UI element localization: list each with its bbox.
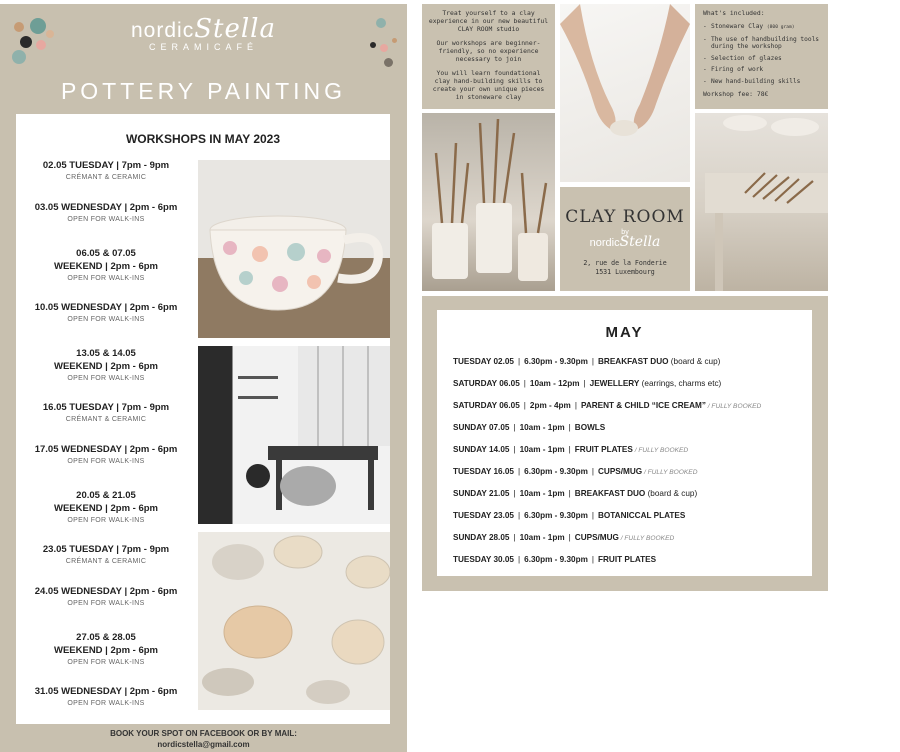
workshops-heading: WORKSHOPS IN MAY 2023 [125, 132, 281, 146]
entry-line-2: WEEKEND | 2pm - 6pm [53, 261, 158, 272]
entry-sub: OPEN FOR WALK-INS [67, 600, 145, 607]
workshop-entry [16, 489, 196, 526]
entry-line: 23.05 TUESDAY | 7pm - 9pm [42, 544, 170, 555]
included-heading: What's included: [703, 9, 765, 17]
clay-room-brand: nordicStella [589, 234, 661, 250]
smiley-cup-photo [198, 160, 390, 338]
tools-photo [422, 113, 555, 291]
entry-sub: CRÉMANT & CERAMIC [65, 174, 147, 181]
studio-photo [198, 346, 390, 524]
brand-script: Stella [194, 14, 276, 44]
entry-line: 16.05 TUESDAY | 7pm - 9pm [42, 402, 170, 413]
entry-line-2: WEEKEND | 2pm - 6pm [53, 503, 158, 514]
workshop-entry [16, 247, 196, 284]
booking-note [0, 728, 407, 750]
workshop-entry [16, 585, 196, 609]
entry-line: 17.05 WEDNESDAY | 2pm - 6pm [34, 444, 178, 455]
schedule-row: TUESDAY 23.05 | 6.30pm - 9.30pm | BOTANICCAL PLATES [453, 511, 686, 520]
included-item: - Selection of glazes [703, 55, 820, 63]
schedule-row: SUNDAY 28.05 | 10am - 1pm | CUPS/MUG / FULLY BOOKED [453, 533, 675, 542]
entry-line-2: WEEKEND | 2pm - 6pm [53, 361, 158, 372]
workshop-entry [16, 301, 196, 325]
entry-line: 20.05 & 21.05 [76, 490, 136, 501]
entry-sub: OPEN FOR WALK-INS [67, 275, 145, 282]
included-item: - The use of handbuilding tools during the workshop [703, 36, 820, 51]
clay-hands-photo [560, 4, 690, 182]
entry-line: 06.05 & 07.05 [76, 248, 136, 259]
workshop-panel [16, 114, 390, 724]
workshop-entry [16, 201, 196, 225]
pottery-poster [0, 4, 407, 752]
booking-email: nordicstella@gmail.com [157, 740, 250, 749]
clay-room-title: CLAY ROOM [565, 207, 685, 227]
schedule-panel [437, 310, 812, 576]
workshop-entry [16, 159, 196, 183]
clay-room-address: 2, rue de la Fonderie 1531 Luxembourg [583, 259, 667, 276]
entry-line-2: WEEKEND | 2pm - 6pm [53, 645, 158, 656]
schedule-row: SATURDAY 06.05 | 2pm - 4pm | PARENT & CHILD “ICE CREAM” / FULLY BOOKED [453, 401, 762, 410]
schedule-row: SATURDAY 06.05 | 10am - 12pm | JEWELLERY (earrings, charms etc) [453, 379, 722, 388]
brand-logo [0, 14, 407, 52]
work-table-photo [695, 113, 828, 291]
schedule-row: TUESDAY 02.05 | 6.30pm - 9.30pm | BREAKFAST DUO (board & cup) [453, 357, 721, 366]
entry-sub: CRÉMANT & CERAMIC [65, 416, 147, 423]
included-item: - Stoneware Clay (800 gram) [703, 23, 820, 32]
entry-sub: OPEN FOR WALK-INS [67, 375, 145, 382]
workshop-entry [16, 347, 196, 384]
schedule-row: SUNDAY 21.05 | 10am - 1pm | BREAKFAST DUO (board & cup) [453, 489, 698, 498]
clay-room-tile [560, 187, 690, 291]
entry-sub: OPEN FOR WALK-INS [67, 659, 145, 666]
schedule-row: SUNDAY 07.05 | 10am - 1pm | BOWLS [453, 423, 606, 432]
brand-plain: nordic [131, 19, 195, 42]
entry-sub: OPEN FOR WALK-INS [67, 517, 145, 524]
poster-title: POTTERY PAINTING [60, 78, 347, 104]
workshop-entry [16, 685, 196, 709]
workshop-entry [16, 443, 196, 467]
entry-line: 02.05 TUESDAY | 7pm - 9pm [42, 160, 170, 171]
entry-sub: OPEN FOR WALK-INS [67, 216, 145, 223]
intro-text-tile [422, 4, 555, 109]
included-item: - New hand-building skills [703, 78, 820, 86]
clay-room-by: by [621, 229, 629, 236]
schedule-row: SUNDAY 14.05 | 10am - 1pm | FRUIT PLATES / FULLY BOOKED [453, 445, 689, 454]
intro-paragraph: You will learn foundational clay hand-building skills to create your own unique pieces in stoneware clay [432, 69, 545, 101]
entry-sub: OPEN FOR WALK-INS [67, 458, 145, 465]
entry-line: 27.05 & 28.05 [76, 632, 136, 643]
entry-sub: CRÉMANT & CERAMIC [65, 558, 147, 565]
workshop-entry [16, 401, 196, 425]
included-item: - Firing of work [703, 66, 820, 74]
entry-sub: OPEN FOR WALK-INS [67, 700, 145, 707]
brand-subtitle: CERAMICAFÉ [148, 42, 258, 52]
entry-line: 31.05 WEDNESDAY | 2pm - 6pm [34, 686, 178, 697]
entry-line: 13.05 & 14.05 [76, 348, 136, 359]
workshop-entry [16, 543, 196, 567]
schedule-row: TUESDAY 30.05 | 6.30pm - 9.30pm | FRUIT PLATES [453, 555, 657, 564]
workshop-fee: Workshop fee: 78€ [703, 89, 769, 98]
entry-sub: OPEN FOR WALK-INS [67, 316, 145, 323]
entry-line: 03.05 WEDNESDAY | 2pm - 6pm [34, 202, 178, 213]
included-tile [695, 4, 828, 109]
entry-line: 10.05 WEDNESDAY | 2pm - 6pm [34, 302, 178, 313]
schedule-title: MAY [605, 324, 644, 341]
schedule-row: TUESDAY 16.05 | 6.30pm - 9.30pm | CUPS/MUG / FULLY BOOKED [453, 467, 698, 476]
glasses-photo [198, 532, 390, 710]
entry-line: 24.05 WEDNESDAY | 2pm - 6pm [34, 586, 178, 597]
intro-paragraph: Our workshops are beginner-friendly, so no experience necessary to join [436, 39, 541, 63]
workshop-entry [16, 631, 196, 668]
intro-paragraph: Treat yourself to a clay experience in our new beautiful CLAY ROOM studio [428, 9, 549, 33]
booking-note-line: BOOK YOUR SPOT ON FACEBOOK OR BY MAIL: [110, 729, 297, 738]
